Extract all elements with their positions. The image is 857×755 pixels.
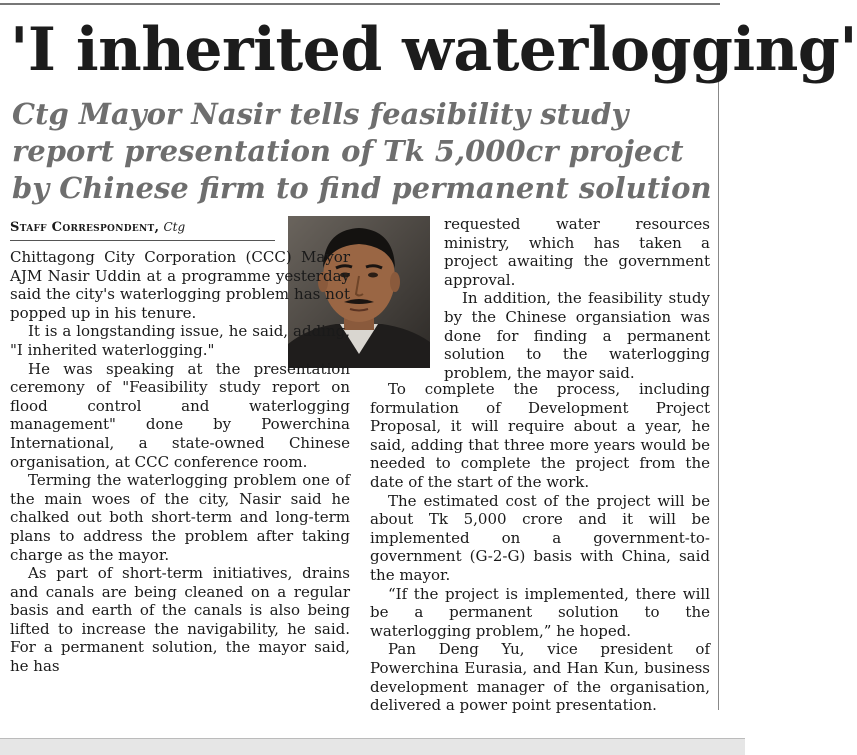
paragraph: Chittagong City Corporation (CCC) Mayor AJM Nasir Uddin at a programme yesterday said the city's waterlogging problem has not popped up in his tenure. <box>10 248 350 322</box>
byline-location: Ctg <box>163 220 186 234</box>
paragraph: Pan Deng Yu, vice president of Powerchina Eurasia, and Han Kun, business development manager of the organisation, delivered a power point presentation. <box>370 640 710 715</box>
paragraph: He was speaking at the presentation ceremony of "Feasibility study report on flood control and waterlogging management" done by Powerchina International, a state-owned Chinese organisation, at CCC conference room. <box>10 359 350 471</box>
byline-author: Staff Correspondent, <box>10 220 160 235</box>
paragraph: The estimated cost of the project will be about Tk 5,000 crore and it will be implemented on a government-to-government (G-2-G) basis with China, said the mayor. <box>370 491 710 584</box>
byline <box>10 218 275 241</box>
article-column-right-bottom <box>370 380 710 715</box>
paragraph: requested water resources ministry, which has taken a project awaiting the government approval. <box>444 215 710 289</box>
paragraph: To complete the process, including formulation of Development Project Proposal, it will require about a year, he said, adding that three more years would be needed to complete the project from the date of the start of the work. <box>370 380 710 491</box>
article-column-left <box>10 248 350 676</box>
subheadline: Ctg Mayor Nasir tells feasibility study report presentation of Tk 5,000cr project by Chinese firm to find permanent solution <box>12 97 712 205</box>
paragraph: In addition, the feasibility study by the Chinese organsiation was done for finding a permanent solution to the waterlogging problem, the mayor said. <box>444 289 710 382</box>
column-rule-right <box>718 60 719 710</box>
article-column-right-top <box>444 215 710 382</box>
paragraph: As part of short-term initiatives, drains and canals are being cleaned on a regular basis and earth of the canals is also being lifted to increase the navigability, he said. For a permanent solution, the mayor said, he has <box>10 564 350 676</box>
headline: 'I inherited waterlogging' <box>10 15 857 85</box>
paragraph: “If the project is implemented, there will be a permanent solution to the waterlogging problem,” he hoped. <box>370 584 710 640</box>
page-bottom-strip <box>0 738 745 755</box>
paragraph: It is a longstanding issue, he said, adding, "I inherited waterlogging." <box>10 322 350 359</box>
paragraph: Terming the waterlogging problem one of the main woes of the city, Nasir said he chalked out both short-term and long-term plans to address the problem after taking charge as the mayor. <box>10 471 350 564</box>
top-rule <box>0 3 720 5</box>
